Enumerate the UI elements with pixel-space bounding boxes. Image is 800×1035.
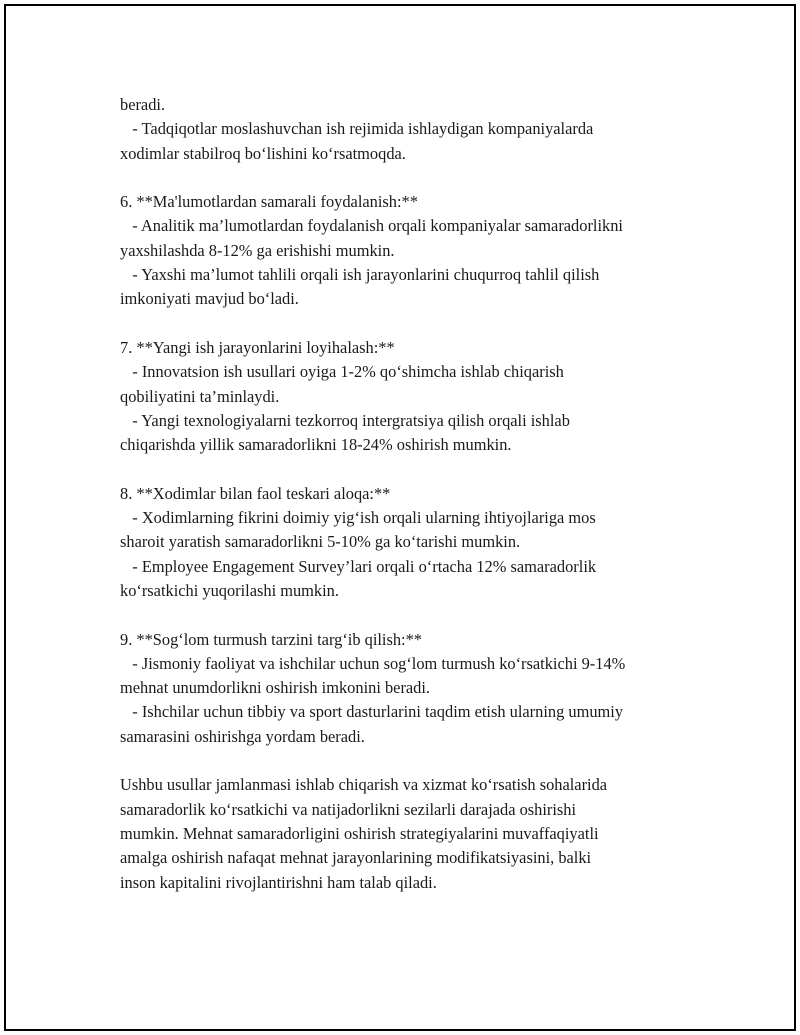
text-line: samarasini oshirishga yordam beradi. <box>120 726 365 746</box>
text-line: - Employee Engagement Survey’lari orqali o‘rtacha 12% samaradorlik <box>120 556 597 576</box>
paragraph-gap <box>120 603 700 627</box>
text-line: - Xodimlarning fikrini doimiy yig‘ish orqali ularning ihtiyojlariga mos <box>120 508 596 528</box>
text-line: mehnat unumdorlikni oshirish imkonini beradi. <box>120 678 431 698</box>
paragraph-gap <box>120 457 700 481</box>
text-line: beradi. <box>120 95 166 114</box>
text-line: xodimlar stabilroq bo‘lishini ko‘rsatmoqda. <box>120 143 406 163</box>
item-heading: 6. **Ma'lumotlardan samarali foydalanish:** <box>120 192 418 212</box>
section-item-7 <box>120 336 700 457</box>
text-line: inson kapitalini rivojlantirishni ham talab qiladi. <box>120 872 437 892</box>
section-item-9 <box>120 628 700 749</box>
text-line: qobiliyatini ta’minlaydi. <box>120 386 280 406</box>
text-line: - Tadqiqotlar moslashuvchan ish rejimida ishlaydigan kompaniyalarda <box>120 119 594 139</box>
section-item-6 <box>120 190 700 311</box>
text-line: - Ishchilar uchun tibbiy va sport dasturlarini taqdim etish ularning umumiy <box>120 702 624 722</box>
text-line: imkoniyati mavjud bo‘ladi. <box>120 289 299 309</box>
text-line: samaradorlik ko‘rsatkichi va natijadorlikni sezilarli darajada oshirishi <box>120 799 577 819</box>
text-line: sharoit yaratish samaradorlikni 5-10% ga ko‘tarishi mumkin. <box>120 532 521 552</box>
text-line: - Innovatsion ish usullari oyiga 1-2% qo‘shimcha ishlab chiqarish <box>120 362 564 382</box>
document-body <box>120 93 700 895</box>
item-heading: 9. **Sog‘lom turmush tarzini targ‘ib qilish:** <box>120 629 422 649</box>
text-line: - Yaxshi ma’lumot tahlili orqali ish jarayonlarini chuqurroq tahlil qilish <box>120 265 600 285</box>
text-line: mumkin. Mehnat samaradorligini oshirish strategiyalarini muvaffaqiyatli <box>120 823 599 843</box>
paragraph-gap <box>120 312 700 336</box>
section-continuation <box>120 93 700 166</box>
text-line: yaxshilashda 8-12% ga erishishi mumkin. <box>120 240 395 260</box>
text-line: chiqarishda yillik samaradorlikni 18-24% oshirish mumkin. <box>120 435 512 455</box>
item-heading: 7. **Yangi ish jarayonlarini loyihalash:** <box>120 337 395 357</box>
text-line: - Analitik ma’lumotlardan foydalanish orqali kompaniyalar samaradorlikni <box>120 216 623 236</box>
text-line: - Jismoniy faoliyat va ishchilar uchun sog‘lom turmush ko‘rsatkichi 9-14% <box>120 653 626 673</box>
text-line: Ushbu usullar jamlanmasi ishlab chiqarish va xizmat ko‘rsatish sohalarida <box>120 775 608 795</box>
text-line: ko‘rsatkichi yuqorilashi mumkin. <box>120 580 339 600</box>
text-line: - Yangi texnologiyalarni tezkorroq intergratsiya qilish orqali ishlab <box>120 410 570 430</box>
text-line: amalga oshirish nafaqat mehnat jarayonlarining modifikatsiyasini, balki <box>120 848 592 868</box>
conclusion-paragraph <box>120 773 700 894</box>
document-page <box>4 4 796 1031</box>
paragraph-gap <box>120 166 700 190</box>
paragraph-gap <box>120 749 700 773</box>
item-heading: 8. **Xodimlar bilan faol teskari aloqa:** <box>120 483 391 503</box>
section-item-8 <box>120 482 700 603</box>
